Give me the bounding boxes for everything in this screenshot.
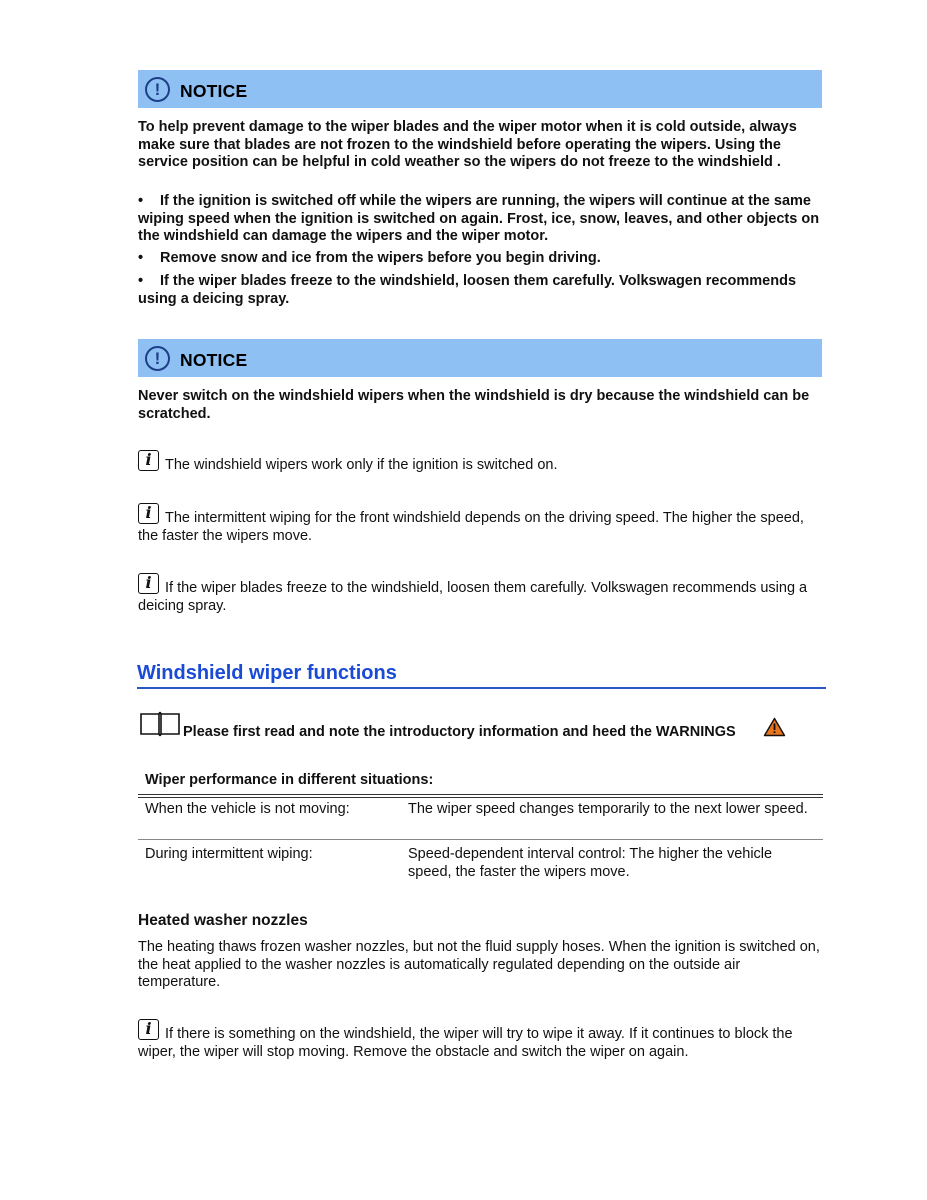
subsection-heading: Heated washer nozzles [138,912,308,929]
notice-banner [138,339,822,377]
notice-banner [138,70,822,108]
section-divider [137,687,826,689]
warning-triangle-icon[interactable] [763,717,786,743]
info-note-text: If there is something on the windshield, the wiper will try to wipe it away. If it continues to block the wiper, the wiper will stop moving. Remove the obstacle and switch the wiper on again. [138,1026,793,1060]
table-top-rule [138,797,823,798]
bullet-icon: • [138,273,144,289]
table-caption: Wiper performance in different situations: [145,772,434,788]
table-top-rule [138,794,823,795]
book-icon [139,710,183,744]
info-note-text: The windshield wipers work only if the ignition is switched on. [165,457,558,473]
table-cell-situation: During intermittent wiping: [145,846,313,862]
table-cell-behavior: Speed-dependent interval control: The higher the vehicle speed, the faster the wipers move. [408,846,773,880]
info-note [138,573,824,615]
table-cell-situation: When the vehicle is not moving: [145,801,350,817]
exclamation-circle-icon: ! [145,77,170,102]
info-note-text: The intermittent wiping for the front windshield depends on the driving speed. The higher the speed, the faster the wipers move. [138,510,804,544]
notice-bullet [138,193,824,246]
bullet-text: If the wiper blades freeze to the windshield, loosen them carefully. Volkswagen recommends using a deicing spray. [138,273,797,307]
info-icon [138,450,159,471]
bullet-icon: • [138,193,144,209]
info-note-text: If the wiper blades freeze to the windshield, loosen them carefully. Volkswagen recommends using a deicing spray. [138,580,808,614]
bullet-text: If the ignition is switched off while the wipers are running, the wipers will continue at the same wiping speed when the ignition is switched on again. Frost, ice, snow, leaves, and other objects on the windshield can damage the wipers and the wiper motor. [138,193,820,244]
info-note [138,1019,824,1061]
table-row-divider [138,839,823,840]
notice-bullet [138,273,824,308]
section-title: Windshield wiper functions [137,662,397,684]
info-icon [138,573,159,594]
bullet-icon: • [138,250,144,266]
exclamation-circle-icon: ! [145,346,170,371]
info-icon [138,1019,159,1040]
notice-title: NOTICE [180,81,248,101]
table-cell-behavior: The wiper speed changes temporarily to the next lower speed. [408,801,808,817]
read-first-text: Please first read and note the introductory information and heed the WARNINGS [183,724,736,740]
notice-bullet [138,250,824,268]
bullet-text: Remove snow and ice from the wipers before you begin driving. [160,250,601,266]
info-note [138,450,824,475]
info-icon [138,503,159,524]
info-note [138,503,824,545]
notice-text: Never switch on the windshield wipers when the windshield is dry because the windshield can be scratched. [138,388,810,422]
notice-intro: To help prevent damage to the wiper blades and the wiper motor when it is cold outside, always make sure that blades are not frozen to the windshield before operating the wipers. Using the service position can be helpful in cold weather so the wipers do not freeze to the windshield . [138,119,797,170]
paragraph: The heating thaws frozen washer nozzles, but not the fluid supply hoses. When the ignition is switched on, the heat applied to the washer nozzles is automatically regulated depending on the outside air temperature. [138,939,820,990]
notice-title: NOTICE [180,350,248,370]
